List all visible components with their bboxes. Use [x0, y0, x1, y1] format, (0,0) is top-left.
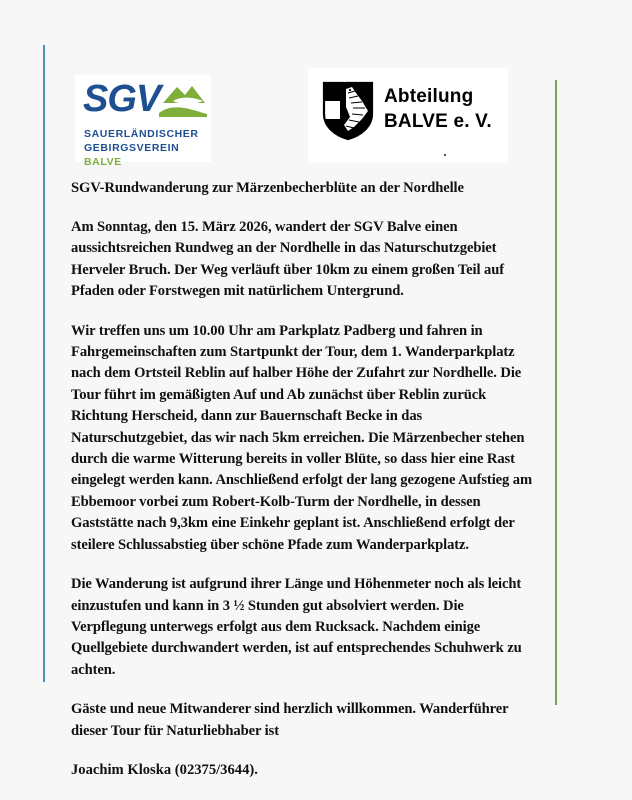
balve-logo-text [384, 84, 492, 134]
document-body [71, 178, 533, 781]
logo-band [70, 68, 540, 168]
paragraph-invitation: Gäste und neue Mitwanderer sind herzlich willkommen. Wanderführer dieser Tour für Naturliebhaber ist [71, 701, 509, 739]
sgv-logo [75, 75, 211, 168]
paragraph-intro: Am Sonntag, den 15. März 2026, wandert der SGV Balve einen aussichtsreichen Rundweg an der Nordhelle in das Naturschutzgebiet Herveler Bruch. Der Weg verläuft über 10km zu einem großen Teil auf Pfaden oder Forstwegen mit natürlichem Untergrund. [71, 219, 504, 300]
balve-text-line2: BALVE e. V. [384, 111, 492, 132]
paragraph-difficulty: Die Wanderung ist aufgrund ihrer Länge und Höhenmeter noch als leicht einzustufen und kann in 3 ½ Stunden gut absolviert werden. Die Verpflegung unterwegs erfolgt aus dem Rucksack. Nachdem einige Quellgebiete durchwandert werden, ist auf entsprechendes Schuhwerk zu achten. [71, 576, 522, 678]
balve-logo-dot [444, 154, 446, 156]
right-vertical-rule [555, 80, 557, 705]
sgv-subtitle-line2: GEBIRGSVEREIN [84, 142, 180, 154]
mountain-hill-graphic [159, 83, 207, 117]
paragraph-route: Wir treffen uns um 10.00 Uhr am Parkplatz Padberg und fahren in Fahrgemeinschaften zum Startpunkt der Tour, dem 1. Wanderparkplatz nach dem Ortsteil Reblin auf halber Höhe der Zufahrt zur Nordhelle. Die Tour führt im gemäßigten Auf und Ab zunächst über Reblin zurück Richtung Herscheid, dann zur Bauernschaft Becke in das Naturschutzgebiet, das wir nach 5km erreichen. Die Märzenbecher stehen durch die warme Witterung bereits in voller Blüte, so dass hier eine Rast eingelegt werden kann. Anschließend erfolgt der lang gezogene Aufstieg am Ebbemoor vorbei zum Robert-Kolb-Turm der Nordhelle, in dessen Gaststätte nach 9,3km eine Einkehr geplant ist. Anschließend erfolgt der steilere Schlussabstieg über schöne Pfade zum Wanderparkplatz. [71, 322, 533, 553]
sgv-wordmark: SGV [83, 78, 161, 120]
page-title: SGV-Rundwanderung zur Märzenbecherblüte an der Nordhelle [71, 180, 464, 196]
balve-logo [308, 68, 508, 163]
left-vertical-rule [43, 45, 45, 682]
signature-contact: Joachim Kloska (02375/3644). [71, 761, 258, 778]
sgv-subtitle-line1: SAUERLÄNDISCHER [84, 128, 199, 140]
sgv-subtitle [84, 127, 211, 169]
sgv-subtitle-highlight: BALVE [84, 156, 122, 168]
balve-coat-of-arms-icon [322, 81, 374, 141]
sgv-logo-mark [75, 75, 211, 125]
balve-text-line1: Abteilung [384, 86, 474, 107]
